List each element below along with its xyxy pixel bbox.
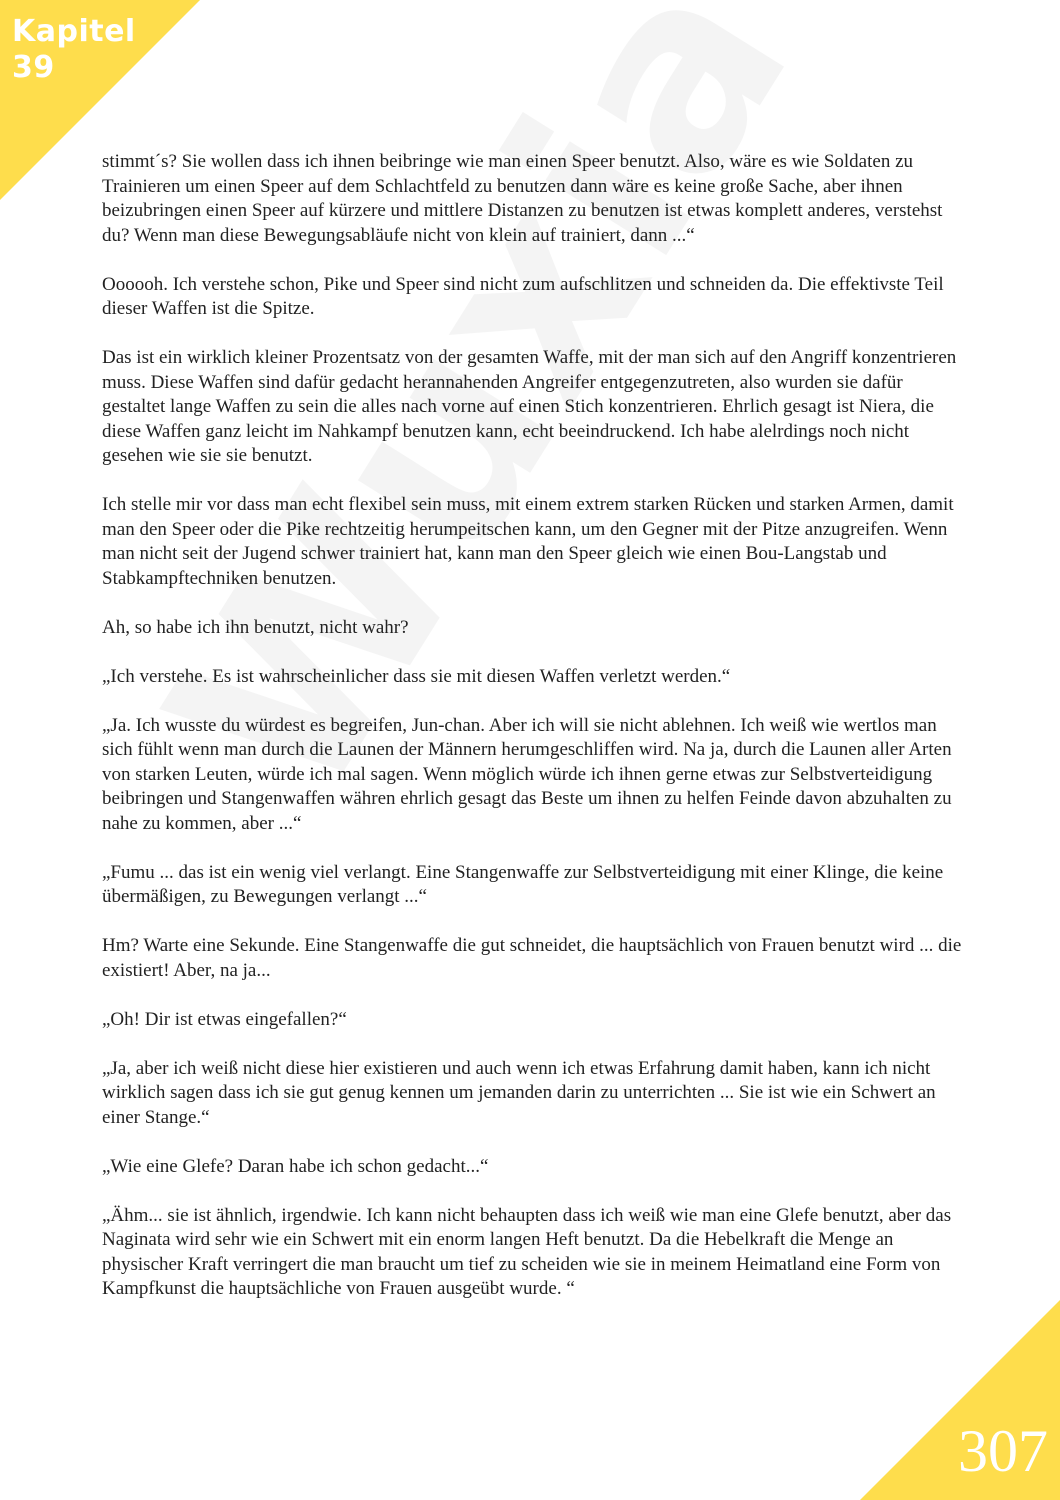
paragraph: Das ist ein wirklich kleiner Prozentsatz von der gesamten Waffe, mit der man sich auf den Angriff konzentrieren muss. Diese Waffen sind dafür gedacht herannahenden Angreifer entgegenzutreten, also wurden sie dafür gestaltet lange Waffen zu sein die alles nach vorne auf einen Stich konzentrieren. Ehrlich gesagt ist Niera, die diese Waffen ganz leicht im Nahkampf benutzen kann, echt beeindruckend. Ich habe alelrdings noch nicht gesehen wie sie sie benutzt. (102, 347, 957, 466)
paragraph: Ich stelle mir vor dass man echt flexibel sein muss, mit einem extrem starken Rücken und starken Armen, damit man den Speer oder die Pike rechtzeitig herumpeitschen kann, um den Gegner mit der Pitze anzugreifen. Wenn man nicht seit der Jugend schwer trainiert hat, kann man den Speer gleich wie einen Bou-Langstab und Stabkampftechniken benutzen. (102, 494, 954, 589)
paragraph: Oooooh. Ich verstehe schon, Pike und Speer sind nicht zum aufschlitzen und schneiden da. Die effektivste Teil dieser Waffen ist die Spitze. (102, 273, 944, 319)
paragraph: „Fumu ... das ist ein wenig viel verlangt. Eine Stangenwaffe zur Selbstverteidigung mit einer Klinge, die keine übermäßigen, zu Bewegungen verlangt ...“ (102, 861, 944, 907)
paragraph: „Ja, aber ich weiß nicht diese hier existieren und auch wenn ich etwas Erfahrung damit haben, kann ich nicht wirklich sagen dass ich sie gut genug kennen um jemanden darin zu unterrichten ... Sie ist wie ein Schwert an einer Stange.“ (102, 1057, 936, 1128)
page-body (102, 150, 964, 1326)
chapter-word: Kapitel (12, 14, 136, 49)
paragraph: Ah, so habe ich ihn benutzt, nicht wahr? (102, 616, 409, 638)
paragraph: stimmt´s? Sie wollen dass ich ihnen beibringe wie man einen Speer benutzt. Also, wäre es wie Soldaten zu Trainieren um einen Speer auf dem Schlachtfeld zu benutzen dann wäre es keine große Sache, aber ihnen beizubringen einen Speer auf kürzere und mittlere Distanzen zu benutzen ist etwas komplett anderes, verstehst du? Wenn man diese Bewegungsabläufe nicht von klein auf trainiert, dann ...“ (102, 151, 943, 246)
paragraph: „Wie eine Glefe? Daran habe ich schon gedacht...“ (102, 1155, 489, 1177)
chapter-label (12, 14, 136, 86)
paragraph: „Oh! Dir ist etwas eingefallen?“ (102, 1008, 347, 1030)
paragraph: „Ich verstehe. Es ist wahrscheinlicher dass sie mit diesen Waffen verletzt werden.“ (102, 665, 731, 687)
page-number: 307 (958, 1418, 1048, 1484)
paragraph: Hm? Warte eine Sekunde. Eine Stangenwaffe die gut schneidet, die hauptsächlich von Frauen benutzt wird ... die existiert! Aber, na ja... (102, 935, 962, 981)
chapter-number: 39 (12, 50, 55, 85)
paragraph: „Ähm... sie ist ähnlich, irgendwie. Ich kann nicht behaupten dass ich weiß wie man eine Glefe benutzt, aber das Naginata wird sehr wie ein Schwert mit ein enorm langen Heft benutzt. Da die Hebelkraft die Menge an physischer Kraft verringert die man braucht um tief zu scheiden wie sie in meinem Heimatland eine Form von Kampfkunst die hauptsächliche von Frauen ausgeübt wurde. “ (102, 1204, 952, 1299)
paragraph: „Ja. Ich wusste du würdest es begreifen, Jun-chan. Aber ich will sie nicht ablehnen. Ich weiß wie wertlos man sich fühlt wenn man durch die Launen der Männern herumgeschliffen wird. Na ja, durch die Launen aller Arten von starken Leuten, würde ich mal sagen. Wenn möglich würde ich ihnen gerne etwas zur Selbstverteidigung beibringen und Stangenwaffen währen ehrlich gesagt das Beste um ihnen zu helfen Feinde davon abzuhalten zu nahe zu kommen, aber ...“ (102, 714, 952, 834)
